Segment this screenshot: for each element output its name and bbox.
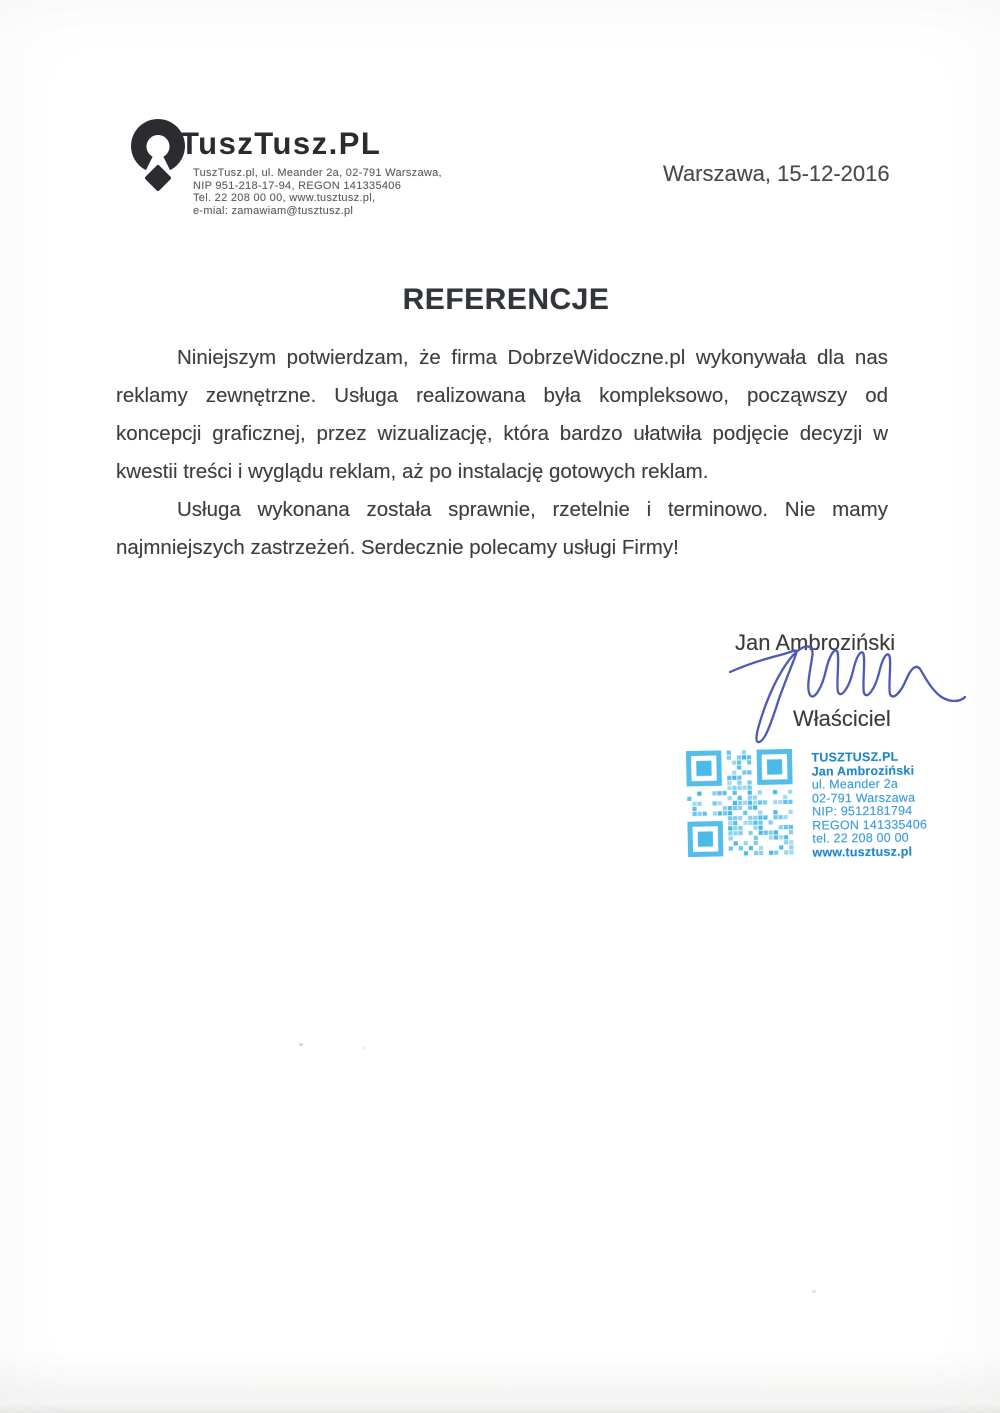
stamp-line: 02-791 Warszawa xyxy=(811,790,916,806)
paragraph-line: Usługa wykonana została sprawnie, rzetelnie i terminowo. Nie mamy xyxy=(177,498,888,521)
company-stamp-text xyxy=(811,750,927,859)
scan-speck xyxy=(299,1043,303,1046)
address-line: Tel. 22 208 00 00, www.tusztusz.pl, xyxy=(193,192,376,205)
brand-wordmark: TuszTusz.PL xyxy=(180,125,382,162)
signatory-role: Właściciel xyxy=(793,706,891,731)
scan-speck xyxy=(812,1290,816,1293)
address-line: NIP 951-218-17-94, REGON 141335406 xyxy=(193,179,402,192)
stamp-line: ul. Meander 2a xyxy=(811,776,899,792)
address-line: TuszTusz.pl, ul. Meander 2a, 02-791 Warszawa, xyxy=(193,167,442,179)
paragraph-line: kwestii treści i wyglądu reklam, aż po instalację gotowych reklam. xyxy=(116,460,709,483)
letter-title: REFERENCJE xyxy=(402,283,610,316)
scan-edge-shadow xyxy=(0,1403,1000,1413)
date-line: Warszawa, 15-12-2016 xyxy=(663,161,890,186)
scan-speck xyxy=(362,1047,365,1049)
stamp-line: Jan Ambroziński xyxy=(811,763,915,779)
paragraph-line: najmniejszych zastrzeżeń. Serdecznie polecamy usługi Firmy! xyxy=(116,536,679,559)
paragraph-line: koncepcji graficznej, przez wizualizację, która bardzo ułatwiła podjęcie decyzji w xyxy=(116,422,888,445)
letter-body xyxy=(116,339,888,567)
stamp-line: TUSZTUSZ.PL xyxy=(811,749,899,765)
signatory-name: Jan Ambroziński xyxy=(735,630,896,655)
address-line: e-mial: zamawiam@tusztusz.pl xyxy=(193,205,354,218)
paragraph-line: Niniejszym potwierdzam, że firma DobrzeWidoczne.pl wykonywała dla nas xyxy=(177,346,888,369)
paragraph-line: reklamy zewnętrzne. Usługa realizowana była kompleksowo, począwszy od xyxy=(116,384,888,407)
stamp-line: tel. 22 208 00 00 xyxy=(812,830,909,846)
stamp-line: NIP: 9512181794 xyxy=(811,803,913,819)
signature-scribble xyxy=(718,640,968,755)
company-address-block xyxy=(193,167,442,218)
qr-code-stamp xyxy=(686,748,794,858)
stamp-line: REGON 141335406 xyxy=(812,816,928,833)
stamp-line: www.tusztusz.pl xyxy=(812,844,913,860)
